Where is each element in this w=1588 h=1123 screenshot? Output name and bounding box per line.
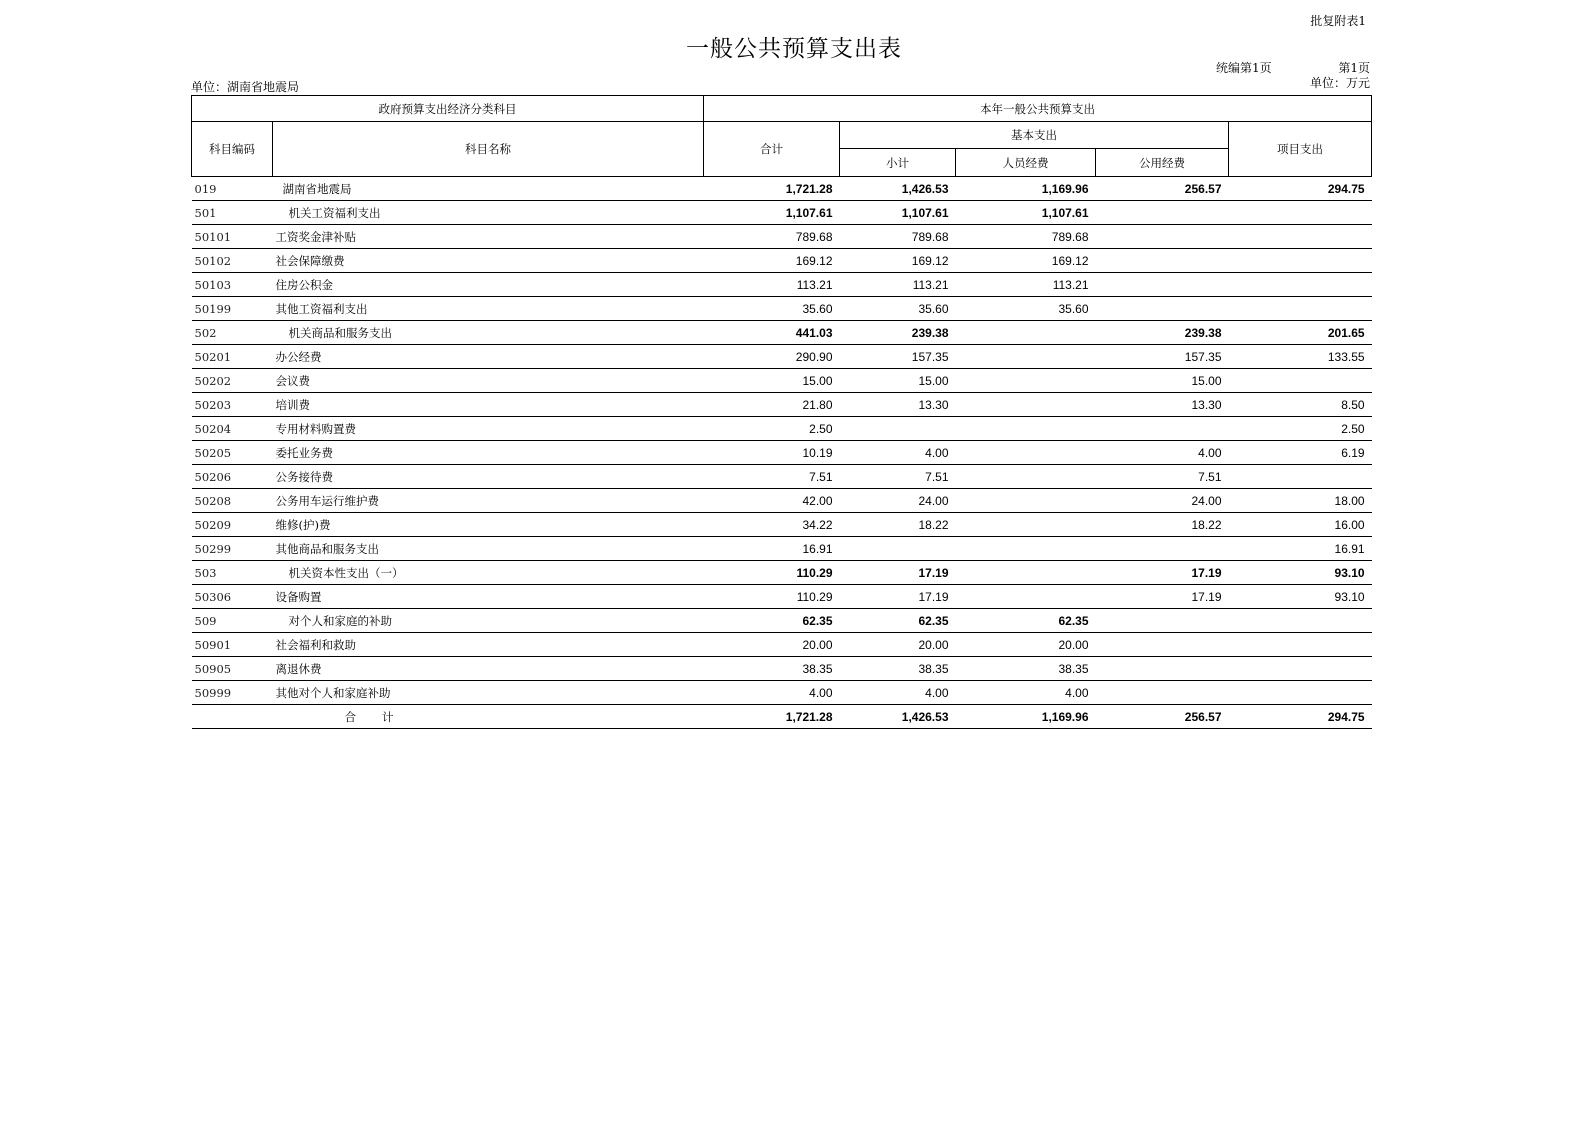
subject-code-cell: 50103 xyxy=(192,273,273,297)
total-cell: 42.00 xyxy=(704,489,840,513)
subject-name-cell: 工资奖金津补贴 xyxy=(273,225,704,249)
subtotal-cell: 38.35 xyxy=(840,657,956,681)
total-cell: 16.91 xyxy=(704,537,840,561)
total-row xyxy=(192,705,1372,729)
personnel-cell: 789.68 xyxy=(956,225,1096,249)
subtotal-cell: 15.00 xyxy=(840,369,956,393)
subtotal-cell: 17.19 xyxy=(840,585,956,609)
public-cell: 17.19 xyxy=(1096,585,1229,609)
table-row xyxy=(192,537,1372,561)
personnel-cell: 1,107.61 xyxy=(956,201,1096,225)
total-cell: 21.80 xyxy=(704,393,840,417)
header-basic-expenditure: 基本支出 xyxy=(840,122,1229,149)
public-cell xyxy=(1096,537,1229,561)
header-total: 合计 xyxy=(704,122,840,177)
total-personnel-cell: 1,169.96 xyxy=(956,705,1096,729)
personnel-cell xyxy=(956,369,1096,393)
total-cell: 110.29 xyxy=(704,585,840,609)
personnel-cell xyxy=(956,513,1096,537)
subject-name-cell: 公务用车运行维护费 xyxy=(273,489,704,513)
table-row xyxy=(192,561,1372,585)
public-cell: 24.00 xyxy=(1096,489,1229,513)
subtotal-cell xyxy=(840,417,956,441)
total-label: 合 计 xyxy=(273,705,704,729)
subject-code-cell: 501 xyxy=(192,201,273,225)
project-cell xyxy=(1229,225,1372,249)
subject-code-cell: 50208 xyxy=(192,489,273,513)
total-cell: 38.35 xyxy=(704,657,840,681)
header-subtotal: 小计 xyxy=(840,149,956,177)
subtotal-cell: 35.60 xyxy=(840,297,956,321)
table-row xyxy=(192,369,1372,393)
total-cell: 35.60 xyxy=(704,297,840,321)
personnel-cell: 1,169.96 xyxy=(956,177,1096,201)
personnel-cell xyxy=(956,561,1096,585)
table-row xyxy=(192,177,1372,201)
table-row xyxy=(192,657,1372,681)
total-cell: 1,721.28 xyxy=(704,177,840,201)
personnel-cell: 35.60 xyxy=(956,297,1096,321)
table-row xyxy=(192,321,1372,345)
header-subject-name: 科目名称 xyxy=(273,122,704,177)
public-cell: 256.57 xyxy=(1096,177,1229,201)
table-row xyxy=(192,345,1372,369)
personnel-cell xyxy=(956,393,1096,417)
public-cell: 15.00 xyxy=(1096,369,1229,393)
subject-name-cell: 专用材料购置费 xyxy=(273,417,704,441)
table-row xyxy=(192,513,1372,537)
table-row xyxy=(192,633,1372,657)
subject-name-cell: 机关工资福利支出 xyxy=(273,201,704,225)
subject-name-cell: 委托业务费 xyxy=(273,441,704,465)
subtotal-cell: 18.22 xyxy=(840,513,956,537)
table-row xyxy=(192,441,1372,465)
total-cell: 7.51 xyxy=(704,465,840,489)
subject-code-cell: 50199 xyxy=(192,297,273,321)
public-cell xyxy=(1096,657,1229,681)
total-subtotal-cell: 1,426.53 xyxy=(840,705,956,729)
personnel-cell xyxy=(956,465,1096,489)
table-row xyxy=(192,465,1372,489)
subject-code-cell: 50202 xyxy=(192,369,273,393)
project-cell xyxy=(1229,297,1372,321)
subtotal-cell: 157.35 xyxy=(840,345,956,369)
table-row xyxy=(192,201,1372,225)
personnel-cell: 20.00 xyxy=(956,633,1096,657)
subject-name-cell: 机关商品和服务支出 xyxy=(273,321,704,345)
total-public-cell: 256.57 xyxy=(1096,705,1229,729)
total-cell: 110.29 xyxy=(704,561,840,585)
project-cell xyxy=(1229,273,1372,297)
public-cell: 239.38 xyxy=(1096,321,1229,345)
total-cell: 290.90 xyxy=(704,345,840,369)
personnel-cell xyxy=(956,585,1096,609)
subtotal-cell: 113.21 xyxy=(840,273,956,297)
subject-code-cell: 50905 xyxy=(192,657,273,681)
subtotal-cell: 62.35 xyxy=(840,609,956,633)
total-cell: 1,107.61 xyxy=(704,201,840,225)
table-row xyxy=(192,681,1372,705)
page-number: 第1页 xyxy=(1338,61,1370,75)
table-row xyxy=(192,225,1372,249)
total-project-cell: 294.75 xyxy=(1229,705,1372,729)
total-cell: 4.00 xyxy=(704,681,840,705)
subject-name-cell: 设备购置 xyxy=(273,585,704,609)
subject-code-cell: 50206 xyxy=(192,465,273,489)
public-cell: 13.30 xyxy=(1096,393,1229,417)
personnel-cell: 4.00 xyxy=(956,681,1096,705)
project-cell: 93.10 xyxy=(1229,585,1372,609)
budget-table xyxy=(191,95,1372,729)
subtotal-cell: 1,107.61 xyxy=(840,201,956,225)
table-row xyxy=(192,273,1372,297)
table-row xyxy=(192,297,1372,321)
subject-code-cell: 509 xyxy=(192,609,273,633)
project-cell xyxy=(1229,633,1372,657)
subject-name-cell: 湖南省地震局 xyxy=(273,177,704,201)
subject-name-cell: 会议费 xyxy=(273,369,704,393)
subtotal-cell: 239.38 xyxy=(840,321,956,345)
project-cell: 294.75 xyxy=(1229,177,1372,201)
subject-code-cell: 50999 xyxy=(192,681,273,705)
subject-name-cell: 离退休费 xyxy=(273,657,704,681)
total-cell: 2.50 xyxy=(704,417,840,441)
subtotal-cell: 4.00 xyxy=(840,441,956,465)
subject-name-cell: 培训费 xyxy=(273,393,704,417)
project-cell xyxy=(1229,465,1372,489)
subject-code-cell: 50203 xyxy=(192,393,273,417)
personnel-cell: 38.35 xyxy=(956,657,1096,681)
header-public: 公用经费 xyxy=(1096,149,1229,177)
table-row xyxy=(192,489,1372,513)
total-cell: 169.12 xyxy=(704,249,840,273)
project-cell: 2.50 xyxy=(1229,417,1372,441)
total-cell: 441.03 xyxy=(704,321,840,345)
subject-name-cell: 维修(护)费 xyxy=(273,513,704,537)
header-economic-classification: 政府预算支出经济分类科目 xyxy=(192,96,704,122)
compiled-page-number: 统编第1页 xyxy=(1216,61,1272,75)
project-cell: 6.19 xyxy=(1229,441,1372,465)
appendix-label: 批复附表1 xyxy=(1310,14,1366,28)
subject-code-cell: 50204 xyxy=(192,417,273,441)
personnel-cell: 169.12 xyxy=(956,249,1096,273)
public-cell xyxy=(1096,681,1229,705)
header-subject-code: 科目编码 xyxy=(192,122,273,177)
project-cell: 93.10 xyxy=(1229,561,1372,585)
total-cell: 10.19 xyxy=(704,441,840,465)
subject-code-cell: 019 xyxy=(192,177,273,201)
public-cell xyxy=(1096,225,1229,249)
total-cell: 15.00 xyxy=(704,369,840,393)
table-row xyxy=(192,393,1372,417)
project-cell: 18.00 xyxy=(1229,489,1372,513)
public-cell xyxy=(1096,273,1229,297)
subtotal-cell: 789.68 xyxy=(840,225,956,249)
subtotal-cell: 24.00 xyxy=(840,489,956,513)
personnel-cell xyxy=(956,321,1096,345)
project-cell: 16.00 xyxy=(1229,513,1372,537)
personnel-cell xyxy=(956,489,1096,513)
personnel-cell: 62.35 xyxy=(956,609,1096,633)
project-cell xyxy=(1229,249,1372,273)
subject-name-cell: 社会福利和救助 xyxy=(273,633,704,657)
project-cell: 133.55 xyxy=(1229,345,1372,369)
subtotal-cell xyxy=(840,537,956,561)
currency-unit: 单位：万元 xyxy=(1309,76,1370,90)
total-cell: 62.35 xyxy=(704,609,840,633)
subject-name-cell: 机关资本性支出（一） xyxy=(273,561,704,585)
subtotal-cell: 169.12 xyxy=(840,249,956,273)
personnel-cell: 113.21 xyxy=(956,273,1096,297)
subject-code-cell: 50306 xyxy=(192,585,273,609)
project-cell: 16.91 xyxy=(1229,537,1372,561)
subject-name-cell: 住房公积金 xyxy=(273,273,704,297)
project-cell: 8.50 xyxy=(1229,393,1372,417)
subject-code-cell: 50205 xyxy=(192,441,273,465)
subject-code-cell: 50102 xyxy=(192,249,273,273)
public-cell xyxy=(1096,297,1229,321)
project-cell xyxy=(1229,201,1372,225)
subject-name-cell: 社会保障缴费 xyxy=(273,249,704,273)
project-cell: 201.65 xyxy=(1229,321,1372,345)
public-cell: 17.19 xyxy=(1096,561,1229,585)
total-cell: 34.22 xyxy=(704,513,840,537)
personnel-cell xyxy=(956,345,1096,369)
public-cell: 18.22 xyxy=(1096,513,1229,537)
personnel-cell xyxy=(956,417,1096,441)
header-current-year-expenditure: 本年一般公共预算支出 xyxy=(704,96,1372,122)
subject-code-cell: 50201 xyxy=(192,345,273,369)
subtotal-cell: 1,426.53 xyxy=(840,177,956,201)
table-row xyxy=(192,417,1372,441)
project-cell xyxy=(1229,681,1372,705)
total-code-cell xyxy=(192,705,273,729)
subject-name-cell: 公务接待费 xyxy=(273,465,704,489)
subject-code-cell: 50299 xyxy=(192,537,273,561)
page-title: 一般公共预算支出表 xyxy=(686,36,902,62)
subject-code-cell: 50101 xyxy=(192,225,273,249)
subject-code-cell: 50901 xyxy=(192,633,273,657)
subject-name-cell: 对个人和家庭的补助 xyxy=(273,609,704,633)
subject-code-cell: 502 xyxy=(192,321,273,345)
personnel-cell xyxy=(956,537,1096,561)
public-cell xyxy=(1096,633,1229,657)
subtotal-cell: 7.51 xyxy=(840,465,956,489)
subject-name-cell: 办公经费 xyxy=(273,345,704,369)
public-cell: 4.00 xyxy=(1096,441,1229,465)
total-cell: 20.00 xyxy=(704,633,840,657)
subject-code-cell: 50209 xyxy=(192,513,273,537)
subtotal-cell: 20.00 xyxy=(840,633,956,657)
public-cell xyxy=(1096,609,1229,633)
table-row xyxy=(192,609,1372,633)
subtotal-cell: 4.00 xyxy=(840,681,956,705)
table-row xyxy=(192,585,1372,609)
project-cell xyxy=(1229,609,1372,633)
subject-name-cell: 其他对个人和家庭补助 xyxy=(273,681,704,705)
project-cell xyxy=(1229,657,1372,681)
public-cell: 7.51 xyxy=(1096,465,1229,489)
total-cell: 789.68 xyxy=(704,225,840,249)
total-cell: 113.21 xyxy=(704,273,840,297)
personnel-cell xyxy=(956,441,1096,465)
total-total-cell: 1,721.28 xyxy=(704,705,840,729)
subtotal-cell: 13.30 xyxy=(840,393,956,417)
subject-name-cell: 其他商品和服务支出 xyxy=(273,537,704,561)
table-row xyxy=(192,249,1372,273)
table-body xyxy=(192,177,1372,729)
project-cell xyxy=(1229,369,1372,393)
public-cell: 157.35 xyxy=(1096,345,1229,369)
subtotal-cell: 17.19 xyxy=(840,561,956,585)
organization-unit: 单位：湖南省地震局 xyxy=(191,80,300,94)
subject-code-cell: 503 xyxy=(192,561,273,585)
public-cell xyxy=(1096,417,1229,441)
public-cell xyxy=(1096,201,1229,225)
subject-name-cell: 其他工资福利支出 xyxy=(273,297,704,321)
header-project-expenditure: 项目支出 xyxy=(1229,122,1372,177)
public-cell xyxy=(1096,249,1229,273)
header-personnel: 人员经费 xyxy=(956,149,1096,177)
